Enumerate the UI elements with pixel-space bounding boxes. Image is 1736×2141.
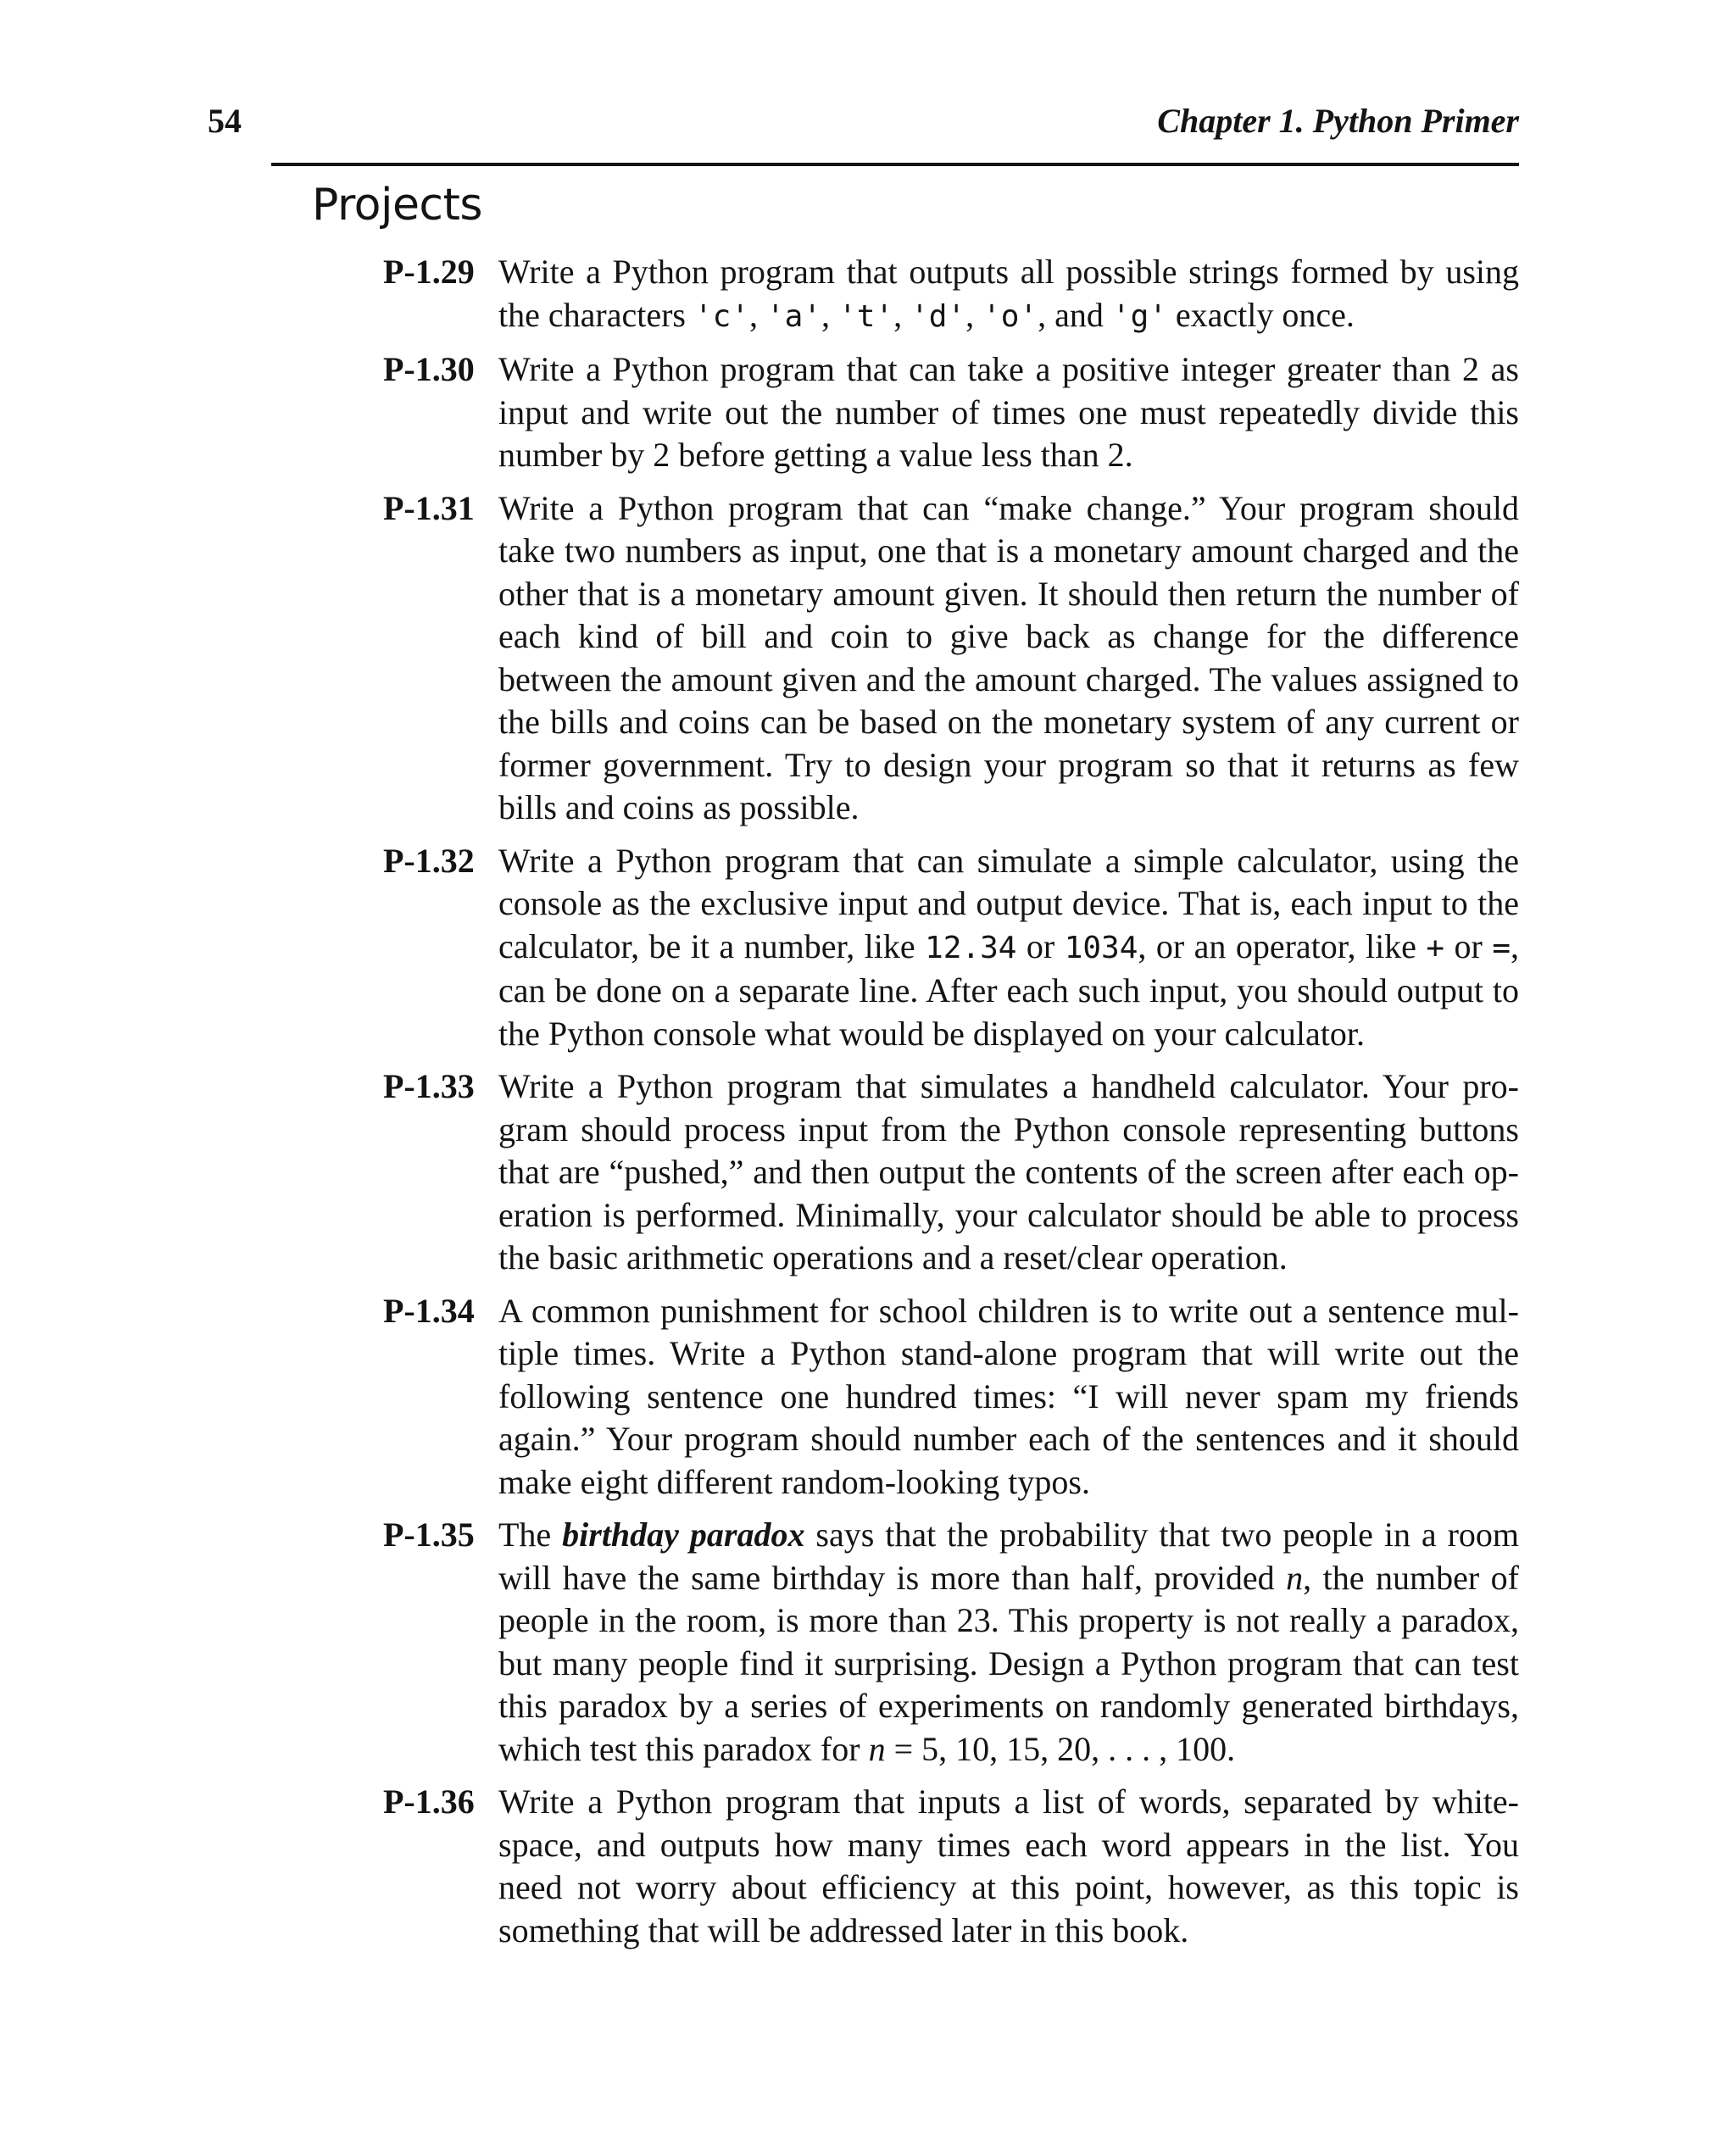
inline-code: 'o' — [982, 298, 1038, 334]
text-run: Write a Python program that can take a positive integer greater than 2 as input and write out the number of times one must repeatedly divide this number by 2 before getting a value less than 2. — [498, 350, 1519, 474]
project-description — [498, 840, 1519, 1056]
project-label: P-1.32 — [383, 841, 475, 880]
section-title: Projects — [312, 180, 483, 231]
text-run: Write a Python program that simulates a handheld calculator. Your program should process input from the Python console representing buttons that are “pushed,” and then output the contents of the screen after each operation is performed. Minimally, your calculator should be able to process the basic arithmetic operations and a reset/clear operation. — [498, 1067, 1519, 1276]
text-run: or — [1016, 926, 1065, 965]
project-item — [383, 1781, 1519, 1952]
text-run: , or an operator, like — [1138, 926, 1427, 965]
project-label: P-1.29 — [383, 253, 475, 291]
project-item — [383, 348, 1519, 477]
inline-code: 'd' — [910, 298, 966, 334]
page-number: 54 — [208, 102, 242, 140]
text-run: , the number of people in the room, is more than 23. This property is not really a paradox, but many people find it surprising. Design a Python program that can test this paradox by a series of experiments on randomly generated birthdays, which test this paradox for — [498, 1558, 1519, 1768]
project-label: P-1.36 — [383, 1782, 475, 1821]
text-run: , and — [1038, 295, 1112, 334]
text-run: Write a Python program that inputs a list of words, separated by whitespace, and outputs how many times each word appears in the list. You need not worry about efficiency at this point, however, as this topic is something that will be addressed later in this book. — [498, 1782, 1519, 1949]
math-variable: n — [1286, 1558, 1304, 1597]
text-run: , — [965, 295, 983, 334]
text-run: , — [749, 295, 766, 334]
project-label: P-1.34 — [383, 1291, 475, 1330]
inline-code: 'g' — [1111, 298, 1167, 334]
text-run: says that the probability that two people in a room will have the same birthday is more than half, provided — [498, 1515, 1520, 1597]
project-item — [383, 840, 1519, 1056]
project-description — [498, 251, 1519, 338]
text-run: A common punishment for school children is to write out a sentence multiple times. Write a Python stand-alone program that will write out the following sentence one hundred times: “I will never spam my friends again.” Your program should number each of the sentences and it should make eight different random-looking typos. — [498, 1291, 1519, 1501]
emphasized-term: birthday paradox — [562, 1515, 805, 1554]
inline-code: 'a' — [766, 298, 822, 334]
project-description — [498, 1781, 1519, 1952]
math-variable: n — [868, 1729, 886, 1768]
text-run: = 5, 10, 15, 20, . . . , 100. — [885, 1729, 1236, 1768]
text-run: , — [821, 295, 839, 334]
text-run: , can be done on a separate line. After each such input, you should output to the Python console what would be displayed on your calculator. — [498, 926, 1519, 1053]
text-run: or — [1444, 926, 1493, 965]
project-item — [383, 251, 1519, 338]
project-description — [498, 1065, 1519, 1280]
project-item — [383, 1290, 1519, 1504]
project-item — [383, 1514, 1519, 1771]
text-run: exactly once. — [1166, 295, 1355, 334]
inline-code: + — [1426, 930, 1445, 965]
project-description — [498, 487, 1519, 830]
text-run: Write a Python program that outputs all possible strings formed by using the characters — [498, 253, 1519, 334]
running-head: Chapter 1. Python Primer — [1157, 102, 1519, 140]
inline-code: = — [1492, 930, 1511, 965]
text-run: The — [498, 1515, 563, 1554]
project-item — [383, 487, 1519, 830]
inline-code: 'c' — [693, 298, 749, 334]
project-description — [498, 1290, 1519, 1504]
inline-code: 12.34 — [925, 930, 1017, 965]
project-label: P-1.30 — [383, 350, 475, 388]
project-description — [498, 1514, 1519, 1771]
inline-code: 't' — [838, 298, 894, 334]
inline-code: 1034 — [1064, 930, 1138, 965]
project-description — [498, 348, 1519, 477]
project-label: P-1.35 — [383, 1515, 475, 1554]
project-item — [383, 1065, 1519, 1280]
header-rule — [271, 163, 1519, 166]
project-label: P-1.33 — [383, 1067, 475, 1105]
projects-list — [383, 251, 1519, 1952]
text-run: , — [893, 295, 911, 334]
text-run: Write a Python program that can “make change.” Your program should take two numbers as input, one that is a monetary amount charged and the other that is a monetary amount given. It should then return the number of each kind of bill and coin to give back as change for the difference between the amount given and the amount charged. The values assigned to the bills and coins can be based on the monetary system of any current or former government. Try to design your program so that it returns as few bills and coins as possible. — [498, 488, 1519, 826]
project-label: P-1.31 — [383, 488, 475, 527]
text-run: Write a Python program that can simulate a simple calculator, using the console as the exclusive input and output device. That is, each input to the calculator, be it a number, like — [498, 841, 1519, 965]
